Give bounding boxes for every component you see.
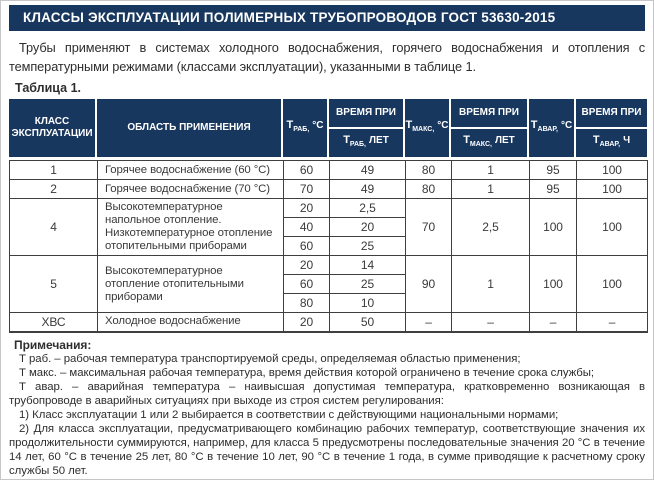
cell-class: 5 bbox=[10, 256, 98, 313]
tmax-base: Т bbox=[405, 119, 413, 132]
cell-trab: 20 bbox=[284, 313, 330, 332]
cell-tmax-years: – bbox=[452, 313, 530, 332]
cell-tmax-years: 2,5 bbox=[452, 199, 530, 256]
cell-tmax: 90 bbox=[406, 256, 452, 313]
cell-class: 1 bbox=[10, 161, 98, 180]
cell-trab-years: 14 bbox=[330, 256, 406, 275]
cell-trab: 20 bbox=[284, 256, 330, 275]
tavar-hours-formula bbox=[593, 134, 630, 151]
tmax-years-sub: МАКС, bbox=[469, 141, 492, 149]
trab-years-unit: ЛЕТ bbox=[369, 135, 389, 147]
header-trab-years bbox=[329, 129, 403, 157]
cell-trab: 60 bbox=[284, 161, 330, 180]
cell-tmax: 80 bbox=[406, 180, 452, 199]
tmax-years-base: Т bbox=[463, 134, 470, 147]
table-header bbox=[9, 99, 647, 157]
cell-tavar-hours: – bbox=[577, 313, 648, 332]
trab-years-sub: РАБ, bbox=[349, 141, 367, 149]
note-1: 1) Класс эксплуатации 1 или 2 выбирается в соответствии с действующими национальными нормами; bbox=[19, 408, 559, 421]
table-row-class-5 bbox=[10, 256, 648, 275]
cell-tavar: 100 bbox=[530, 199, 577, 256]
tmax-years-formula bbox=[463, 134, 515, 151]
note-t-rab: Т раб. – рабочая температура транспортируемой среды, определяемая областью применения; bbox=[19, 352, 521, 365]
tmax-unit: °С bbox=[437, 120, 449, 132]
intro-paragraph: Трубы применяют в системах холодного водоснабжения, горячего водоснабжения и отопления с температурными режимами (классами эксплуатации), указанными в таблице 1. bbox=[9, 40, 645, 74]
cell-trab: 20 bbox=[284, 199, 330, 218]
trab-years-base: Т bbox=[343, 134, 350, 147]
header-time-tavar bbox=[576, 99, 647, 157]
header-tavar-hours bbox=[576, 129, 647, 157]
classes-table bbox=[9, 160, 648, 333]
cell-area: Высокотемпературное напольное отопление. Низкотемпературное отопление отопительными приборами bbox=[98, 199, 284, 256]
note-t-maks: Т макс. – максимальная рабочая температура, время действия которой ограничено в течение срока службы; bbox=[19, 366, 595, 379]
trab-sub: РАБ, bbox=[293, 126, 310, 134]
tavar-formula bbox=[531, 119, 572, 136]
header-time-trab bbox=[329, 99, 403, 157]
tmax-sub: МАКС, bbox=[412, 126, 435, 134]
cell-trab-years: 2,5 bbox=[330, 199, 406, 218]
tavar-base: Т bbox=[530, 119, 538, 132]
cell-area: Высокотемпературное отопление отопительными приборами bbox=[98, 256, 284, 313]
tavar-unit: °С bbox=[560, 120, 573, 132]
cell-trab-years: 25 bbox=[330, 237, 406, 256]
time-at-label: ВРЕМЯ ПРИ bbox=[576, 99, 647, 127]
tmax-formula bbox=[405, 119, 448, 136]
header-time-tmax bbox=[451, 99, 527, 157]
cell-tmax-years: 1 bbox=[452, 180, 530, 199]
table-row-class-1 bbox=[10, 161, 648, 180]
cell-trab: 40 bbox=[284, 218, 330, 237]
cell-area: Горячее водоснабжение (60 °С) bbox=[98, 161, 284, 180]
cell-trab: 80 bbox=[284, 294, 330, 313]
trab-base: Т bbox=[286, 119, 294, 132]
table-row-class-2 bbox=[10, 180, 648, 199]
header-area: ОБЛАСТЬ ПРИМЕНЕНИЯ bbox=[97, 99, 281, 157]
table-caption: Таблица 1. bbox=[15, 81, 81, 95]
cell-trab: 70 bbox=[284, 180, 330, 199]
cell-trab-years: 10 bbox=[330, 294, 406, 313]
cell-trab-years: 50 bbox=[330, 313, 406, 332]
cell-trab-years: 49 bbox=[330, 180, 406, 199]
cell-tmax: 70 bbox=[406, 199, 452, 256]
header-tmax bbox=[405, 99, 449, 157]
cell-trab: 60 bbox=[284, 237, 330, 256]
cell-tavar-hours: 100 bbox=[577, 180, 648, 199]
notes-section bbox=[9, 338, 645, 478]
cell-tavar: 95 bbox=[530, 180, 577, 199]
cell-class: ХВС bbox=[10, 313, 98, 332]
header-class: КЛАСС ЭКСПЛУАТАЦИИ bbox=[9, 99, 95, 157]
time-at-label: ВРЕМЯ ПРИ bbox=[451, 99, 527, 127]
tavar-hours-sub: АВАР, bbox=[599, 141, 621, 149]
cell-tavar: 100 bbox=[530, 256, 577, 313]
title-banner bbox=[9, 5, 645, 31]
cell-tmax-years: 1 bbox=[452, 256, 530, 313]
cell-trab-years: 20 bbox=[330, 218, 406, 237]
header-tmax-years bbox=[451, 129, 527, 157]
tavar-hours-base: Т bbox=[592, 134, 600, 147]
tavar-sub: АВАР, bbox=[537, 126, 558, 134]
table-row-hvs bbox=[10, 313, 648, 332]
table-row-class-4 bbox=[10, 199, 648, 218]
note-2: 2) Для класса эксплуатации, предусматривающего комбинацию рабочих температур, соответствующие значения их продолжительности суммируются, например, для класса 5 предусмотрены последовательные значения 20 °С в течение 14 лет, 60 °С в течение 25 лет, 80 °С в течение 10 лет, 90 °С в течение 1 года, в сумме приводящие к расчетному сроку службы 50 лет. bbox=[9, 422, 645, 477]
note-t-avar: Т авар. – аварийная температура – наивысшая допустимая температура, кратковременно возникающая в трубопроводе в аварийных ситуациях при выходе из строя систем регулирования: bbox=[9, 380, 645, 407]
cell-tavar: 95 bbox=[530, 161, 577, 180]
cell-trab-years: 49 bbox=[330, 161, 406, 180]
header-trab bbox=[283, 99, 327, 157]
cell-tavar-hours: 100 bbox=[577, 161, 648, 180]
cell-tavar: – bbox=[530, 313, 577, 332]
cell-tavar-hours: 100 bbox=[577, 199, 648, 256]
tavar-hours-unit: Ч bbox=[623, 135, 631, 147]
trab-formula bbox=[286, 119, 323, 136]
cell-trab: 60 bbox=[284, 275, 330, 294]
cell-class: 2 bbox=[10, 180, 98, 199]
header-tavar bbox=[529, 99, 574, 157]
cell-tmax-years: 1 bbox=[452, 161, 530, 180]
cell-area: Холодное водоснабжение bbox=[98, 313, 284, 332]
cell-trab-years: 25 bbox=[330, 275, 406, 294]
cell-area: Горячее водоснабжение (70 °С) bbox=[98, 180, 284, 199]
page-title: КЛАССЫ ЭКСПЛУАТАЦИИ ПОЛИМЕРНЫХ ТРУБОПРОВОДОВ ГОСТ 53630-2015 bbox=[23, 10, 556, 25]
cell-tmax: – bbox=[406, 313, 452, 332]
tmax-years-unit: ЛЕТ bbox=[495, 135, 515, 147]
time-at-label: ВРЕМЯ ПРИ bbox=[329, 99, 403, 127]
cell-tmax: 80 bbox=[406, 161, 452, 180]
trab-years-formula bbox=[343, 134, 389, 151]
cell-class: 4 bbox=[10, 199, 98, 256]
trab-unit: °С bbox=[312, 120, 324, 132]
notes-heading: Примечания: bbox=[14, 337, 92, 352]
cell-tavar-hours: 100 bbox=[577, 256, 648, 313]
